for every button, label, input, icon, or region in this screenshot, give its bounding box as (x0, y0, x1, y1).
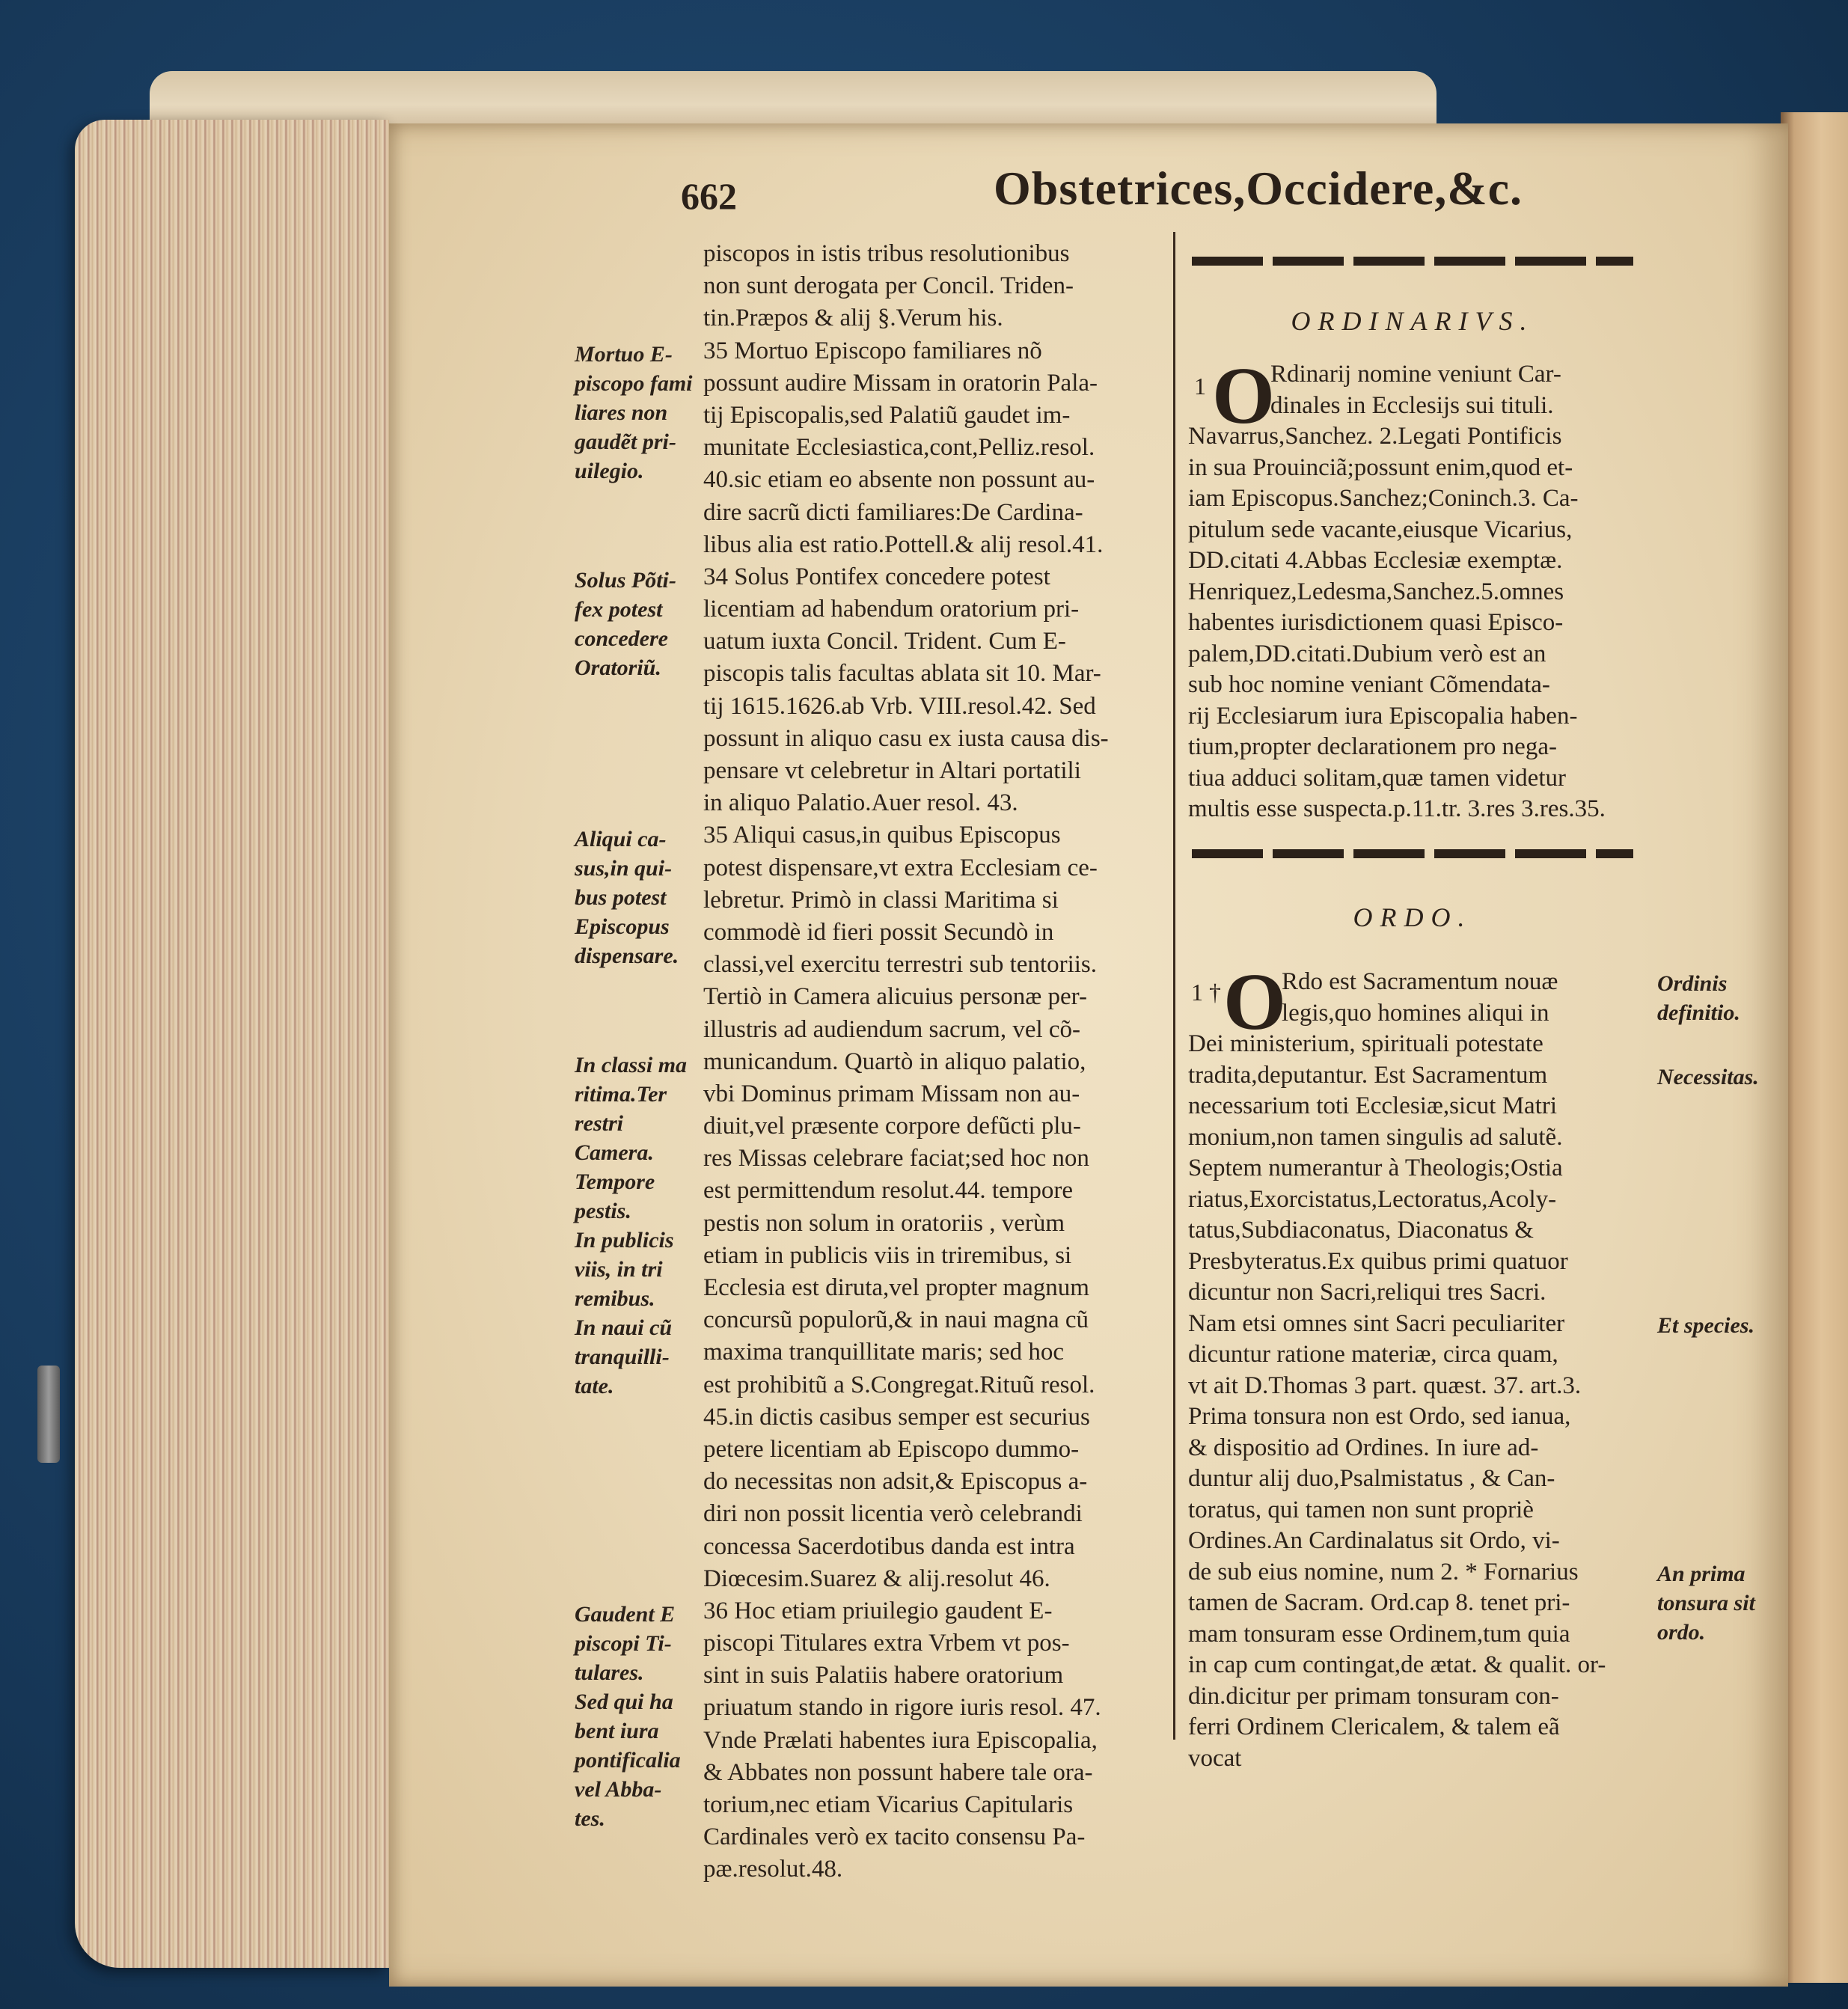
text-line: piscopi Titulares extra Vrbem vt pos- (703, 1630, 1070, 1657)
section-title-ordo: ORDO. (1353, 902, 1472, 932)
text-line: municandum. Quartò in aliquo palatio, (703, 1048, 1086, 1075)
text-line: tium,propter declarationem pro nega- (1188, 733, 1557, 760)
text-line: in aliquo Palatio.Auer resol. 43. (703, 789, 1018, 817)
text-line: Rdinarij nomine veniunt Car- (1270, 361, 1561, 388)
text-line: legis,quo homines aliqui in (1282, 999, 1549, 1027)
margin-note: In classi ma ritima.Ter restri Camera. Tempore pestis. In publicis viis, in tri remibus. In naui cũ tranquilli- tate. (575, 1053, 688, 1398)
text-line: concessa Sacerdotibus danda est intra (703, 1532, 1075, 1560)
text-line: tin.Præpos & alij §.Verum his. (703, 305, 1003, 332)
text-line: vbi Dominus primam Missam non au- (703, 1080, 1080, 1107)
dropcap-ordinarius: O (1212, 352, 1276, 441)
text-line: de sub eius nomine, num 2. * Fornarius (1188, 1558, 1579, 1586)
left-column-text (703, 238, 1167, 1886)
margin-note: Mortuo E- piscopo fami liares non gaudẽt pri- uilegio. (575, 341, 693, 483)
text-line: ferri Ordinem Clericalem, & talem eã (1188, 1713, 1560, 1740)
text-line: tiua adduci solitam,quæ tamen videtur (1188, 764, 1566, 792)
text-line: mam tonsuram esse Ordinem,tum quia (1188, 1620, 1570, 1648)
text-line: dicuntur ratione materiæ, circa quam, (1188, 1341, 1558, 1368)
text-line: pensare vt celebretur in Altari portatili (703, 757, 1081, 784)
section-rule-top (1192, 257, 1633, 266)
text-line: res Missas celebrare faciat;sed hoc non (703, 1145, 1089, 1172)
text-line: petere licentiam ab Episcopo dummo- (703, 1435, 1080, 1463)
text-line: dinales in Ecclesijs sui tituli. (1270, 391, 1554, 419)
column-divider (1173, 232, 1175, 1740)
text-line: Diœcesim.Suarez & alij.resolut 46. (703, 1565, 1050, 1592)
text-line: habentes iurisdictionem quasi Episco- (1188, 609, 1564, 636)
text-line: munitate Ecclesiastica,cont,Pelliz.resol. (703, 434, 1095, 462)
text-line: est prohibitũ a S.Congregat.Rituũ resol. (703, 1371, 1095, 1398)
facing-page-edge (1781, 112, 1848, 1983)
text-line: tij Episcopalis,sed Palatiũ gaudet im- (703, 401, 1071, 429)
margin-note: Necessitas. (1657, 1064, 1759, 1089)
text-line: diuit,vel præsente corpore defũcti plu- (703, 1113, 1081, 1140)
text-line: sub hoc nomine veniant Cõmendata- (1188, 671, 1550, 698)
text-line: din.dicitur per primam tonsuram con- (1188, 1682, 1559, 1710)
text-line: pitulum sede vacante,eiusque Vicarius, (1188, 516, 1573, 543)
text-line: commodè id fieri possit Secundò in (703, 918, 1054, 946)
text-line: Ecclesia est diruta,vel propter magnum (703, 1274, 1089, 1301)
text-line: 40.sic etiam eo absente non possunt au- (703, 466, 1095, 494)
text-line: Henriquez,Ledesma,Sanchez.5.omnes (1188, 578, 1564, 605)
text-line: multis esse suspecta.p.11.tr. 3.res 3.res.35. (1188, 795, 1606, 822)
text-line: tij 1615.1626.ab Vrb. VIII.resol.42. Sed (703, 692, 1096, 720)
text-line: vt ait D.Thomas 3 part. quæst. 37. art.3. (1188, 1372, 1582, 1399)
text-line: 36 Hoc etiam priuilegio gaudent E- (703, 1597, 1053, 1624)
text-line: pestis non solum in oratoriis , verùm (703, 1209, 1065, 1237)
text-line: Presbyteratus.Ex quibus primi quatuor (1188, 1247, 1568, 1275)
text-line: tradita,deputantur. Est Sacramentum (1188, 1061, 1548, 1089)
section-number-ordinarius: 1 (1194, 373, 1206, 400)
section-title-ordinarius: ORDINARIVS. (1291, 306, 1535, 336)
running-head: Obstetrices,Occidere,&c. (994, 162, 1523, 215)
text-line: torium,nec etiam Vicarius Capitularis (703, 1791, 1074, 1818)
text-line: & Abbates non possunt habere tale ora- (703, 1758, 1093, 1786)
text-line: lebretur. Primò in classi Maritima si (703, 886, 1059, 914)
text-line: DD.citati 4.Abbas Ecclesiæ exemptæ. (1188, 547, 1563, 574)
text-line: in cap cum contingat,de ætat. & qualit. or- (1188, 1651, 1606, 1678)
page-number: 662 (681, 175, 737, 217)
text-line: non sunt derogata per Concil. Triden- (703, 272, 1074, 300)
text-line: tatus,Subdiaconatus, Diaconatus & (1188, 1217, 1534, 1244)
dropcap-ordo: O (1223, 958, 1287, 1047)
page-header (681, 161, 1646, 232)
text-line: Rdo est Sacramentum nouæ (1282, 968, 1558, 995)
text-line: illustris ad audiendum sacrum, vel cõ- (703, 1015, 1081, 1043)
margin-note: Ordinis definitio. (1657, 971, 1740, 1025)
text-line: Cardinales verò ex tacito consensu Pa- (703, 1823, 1086, 1851)
text-line: maxima tranquillitate maris; sed hoc (703, 1339, 1065, 1366)
text-line: Ordines.An Cardinalatus sit Ordo, vi- (1188, 1527, 1560, 1554)
text-line: classi,vel exercitu terrestri sub tentoriis. (703, 951, 1098, 979)
text-line: 35 Mortuo Episcopo familiares nõ (703, 337, 1042, 364)
text-line: Dei ministerium, spirituali potestate (1188, 1030, 1543, 1057)
margin-note: Solus Põti- fex potest concedere Oratoriũ. (575, 568, 676, 680)
text-line: possunt audire Missam in oratorin Pala- (703, 369, 1098, 397)
text-line: toratus, qui tamen non sunt propriè (1188, 1496, 1534, 1523)
text-line: dire sacrũ dicti familiares:De Cardina- (703, 498, 1083, 526)
text-line: possunt in aliquo casu ex iusta causa dis- (703, 724, 1109, 752)
text-line: & dispositio ad Ordines. In iure ad- (1188, 1434, 1539, 1461)
text-line: iam Episcopus.Sanchez;Coninch.3. Ca- (1188, 485, 1579, 512)
text-line: Nam etsi omnes sint Sacri peculiariter (1188, 1309, 1565, 1337)
text-line: dicuntur non Sacri,reliqui tres Sacri. (1188, 1279, 1546, 1306)
section-number-ordo: 1 † (1191, 979, 1221, 1006)
text-line: Vnde Prælati habentes iura Episcopalia, (703, 1726, 1098, 1754)
text-line: duntur alij duo,Psalmistatus , & Can- (1188, 1465, 1555, 1492)
text-line: palem,DD.citati.Dubium verò est an (1188, 640, 1546, 667)
text-line: Prima tonsura non est Ordo, sed ianua, (1188, 1403, 1571, 1430)
section-rule-middle (1192, 849, 1633, 858)
text-line: rij Ecclesiarum iura Episcopalia haben- (1188, 702, 1578, 730)
text-line: uatum iuxta Concil. Trident. Cum E- (703, 628, 1066, 655)
text-line: riatus,Exorcistatus,Lectoratus,Acoly- (1188, 1185, 1557, 1213)
margin-note: Aliqui ca- sus,in qui- bus potest Episcopus dispensare. (575, 826, 679, 968)
text-line: concursũ populorũ,& in naui magna cũ (703, 1306, 1089, 1334)
text-line: est permittendum resolut.44. tempore (703, 1177, 1073, 1205)
margin-note: An prima tonsura sit ordo. (1657, 1561, 1755, 1645)
text-line: in sua Prouinciã;possunt enim,quod et- (1188, 453, 1573, 481)
text-line: pæ.resolut.48. (703, 1856, 843, 1883)
text-line: vocat (1188, 1744, 1242, 1772)
margin-note: Et species. (1657, 1312, 1754, 1338)
text-line: piscopis talis facultas ablata sit 10. Mar- (703, 660, 1101, 688)
text-line: 45.in dictis casibus semper est securius (703, 1403, 1090, 1431)
book-clasp (37, 1366, 60, 1463)
text-line: licentiam ad habendum oratorium pri- (703, 596, 1080, 623)
book-page-edges (75, 120, 389, 1968)
text-line: diri non possit licentia verò celebrandi (703, 1500, 1083, 1528)
text-line: etiam in publicis viis in triremibus, si (703, 1241, 1072, 1269)
text-line: tamen de Sacram. Ord.cap 8. tenet pri- (1188, 1589, 1570, 1616)
text-line: Septem numerantur à Theologis;Ostia (1188, 1155, 1563, 1181)
text-line: necessarium toti Ecclesiæ,sicut Matri (1188, 1092, 1558, 1119)
text-line: 35 Aliqui casus,in quibus Episcopus (703, 822, 1061, 849)
text-line: sint in suis Palatiis habere oratorium (703, 1662, 1064, 1690)
text-line: monium,non tamen singulis ad salutẽ. (1188, 1123, 1563, 1151)
text-line: Tertiò in Camera alicuius personæ per- (703, 983, 1087, 1011)
text-line: do necessitas non adsit,& Episcopus a- (703, 1468, 1088, 1496)
text-line: 34 Solus Pontifex concedere potest (703, 563, 1050, 590)
text-line: Navarrus,Sanchez. 2.Legati Pontificis (1188, 423, 1562, 450)
text-line: priuatum stando in rigore iuris resol. 47. (703, 1694, 1101, 1722)
text-line: piscopos in istis tribus resolutionibus (703, 240, 1070, 267)
margin-note: Gaudent E piscopi Ti- tulares. Sed qui ha bent iura pontificalia vel Abba- tes. (575, 1602, 681, 1832)
text-line: potest dispensare,vt extra Ecclesiam ce- (703, 854, 1098, 881)
text-line: libus alia est ratio.Pottell.& alij resol.41. (703, 530, 1104, 558)
